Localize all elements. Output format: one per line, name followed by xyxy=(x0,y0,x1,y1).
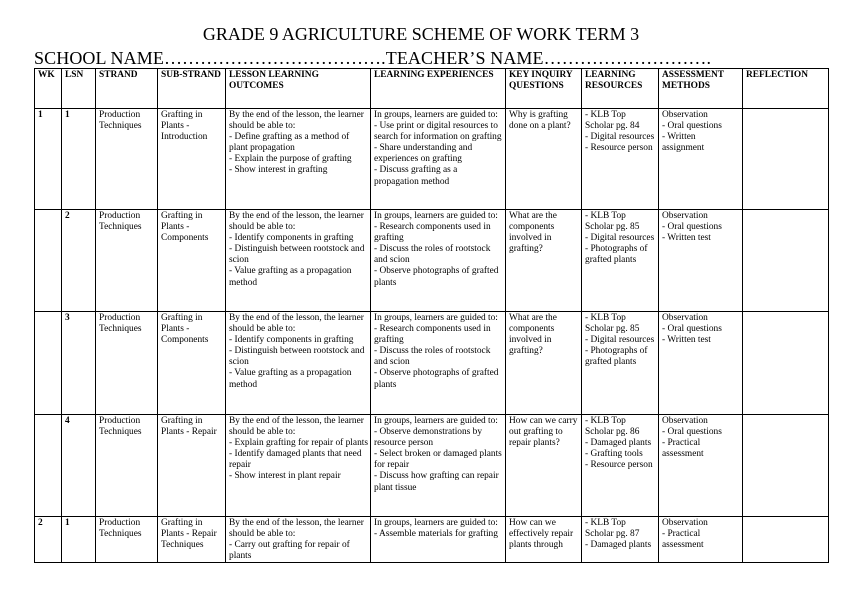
strand-cell: Production Techniques xyxy=(96,109,158,210)
column-header-resources: LEARNING RESOURCES xyxy=(582,69,659,109)
table-row xyxy=(35,517,829,563)
column-header-assessment: ASSESSMENT METHODS xyxy=(659,69,743,109)
sub-strand-cell: Grafting in Plants - Components xyxy=(158,210,226,312)
reflection-cell xyxy=(743,312,829,415)
resources-cell: - KLB Top Scholar pg. 86 - Damaged plants - Grafting tools - Resource person xyxy=(582,415,659,517)
sub-strand-cell: Grafting in Plants - Repair xyxy=(158,415,226,517)
experiences-cell: In groups, learners are guided to: - Assemble materials for grafting xyxy=(371,517,506,563)
strand-cell: Production Techniques xyxy=(96,415,158,517)
assessment-cell: Observation - Oral questions - Written test xyxy=(659,312,743,415)
column-header-strand: STRAND xyxy=(96,69,158,109)
column-header-week: WK xyxy=(35,69,62,109)
table-header-row xyxy=(35,69,829,109)
reflection-cell xyxy=(743,517,829,563)
reflection-cell xyxy=(743,210,829,312)
assessment-cell: Observation - Oral questions - Written test xyxy=(659,210,743,312)
strand-cell: Production Techniques xyxy=(96,312,158,415)
week-cell xyxy=(35,312,62,415)
lesson-cell: 2 xyxy=(62,210,96,312)
scheme-of-work-table xyxy=(34,68,829,563)
experiences-cell: In groups, learners are guided to: - Research components used in grafting - Discuss the roles of rootstock and scion - Observe photographs of grafted plants xyxy=(371,210,506,312)
inquiry-question-cell: How can we effectively repair plants through xyxy=(506,517,582,563)
reflection-cell xyxy=(743,109,829,210)
resources-cell: - KLB Top Scholar pg. 87 - Damaged plants xyxy=(582,517,659,563)
outcomes-cell: By the end of the lesson, the learner should be able to: - Explain grafting for repair of plants - Identify damaged plants that need repair - Show interest in plant repair xyxy=(226,415,371,517)
outcomes-cell: By the end of the lesson, the learner should be able to: - Identify components in grafting - Distinguish between rootstock and scion - Value grafting as a propagation method xyxy=(226,210,371,312)
inquiry-question-cell: How can we carry out grafting to repair plants? xyxy=(506,415,582,517)
assessment-cell: Observation - Oral questions - Written assignment xyxy=(659,109,743,210)
inquiry-question-cell: What are the components involved in grafting? xyxy=(506,312,582,415)
inquiry-question-cell: What are the components involved in grafting? xyxy=(506,210,582,312)
column-header-inquiry-questions: KEY INQUIRY QUESTIONS xyxy=(506,69,582,109)
outcomes-cell: By the end of the lesson, the learner should be able to: - Identify components in grafting - Distinguish between rootstock and scion - Value grafting as a propagation method xyxy=(226,312,371,415)
assessment-cell: Observation - Oral questions - Practical assessment xyxy=(659,415,743,517)
strand-cell: Production Techniques xyxy=(96,517,158,563)
column-header-outcomes: LESSON LEARNING OUTCOMES xyxy=(226,69,371,109)
school-teacher-line: SCHOOL NAME……………………………….TEACHER’S NAME………………………. xyxy=(34,48,712,68)
lesson-cell: 1 xyxy=(62,517,96,563)
table-row xyxy=(35,109,829,210)
assessment-cell: Observation - Practical assessment xyxy=(659,517,743,563)
experiences-cell: In groups, learners are guided to: - Research components used in grafting - Discuss the roles of rootstock and scion - Observe photographs of grafted plants xyxy=(371,312,506,415)
outcomes-cell: By the end of the lesson, the learner should be able to: - Carry out grafting for repair of plants xyxy=(226,517,371,563)
strand-cell: Production Techniques xyxy=(96,210,158,312)
experiences-cell: In groups, learners are guided to: - Observe demonstrations by resource person - Select broken or damaged plants for repair - Discuss how grafting can repair plant tissue xyxy=(371,415,506,517)
column-header-reflection: REFLECTION xyxy=(743,69,829,109)
sub-strand-cell: Grafting in Plants - Introduction xyxy=(158,109,226,210)
resources-cell: - KLB Top Scholar pg. 85 - Digital resources - Photographs of grafted plants xyxy=(582,210,659,312)
column-header-experiences: LEARNING EXPERIENCES xyxy=(371,69,506,109)
sub-strand-cell: Grafting in Plants - Repair Techniques xyxy=(158,517,226,563)
resources-cell: - KLB Top Scholar pg. 84 - Digital resources - Resource person xyxy=(582,109,659,210)
experiences-cell: In groups, learners are guided to: - Use print or digital resources to search for information on grafting - Share understanding and experiences on grafting - Discuss grafting as a propagation method xyxy=(371,109,506,210)
week-cell xyxy=(35,415,62,517)
sub-strand-cell: Grafting in Plants - Components xyxy=(158,312,226,415)
table-row xyxy=(35,415,829,517)
table-row xyxy=(35,210,829,312)
lesson-cell: 1 xyxy=(62,109,96,210)
lesson-cell: 4 xyxy=(62,415,96,517)
inquiry-question-cell: Why is grafting done on a plant? xyxy=(506,109,582,210)
column-header-lesson: LSN xyxy=(62,69,96,109)
lesson-cell: 3 xyxy=(62,312,96,415)
table-row xyxy=(35,312,829,415)
week-cell: 1 xyxy=(35,109,62,210)
column-header-sub-strand: SUB-STRAND xyxy=(158,69,226,109)
week-cell: 2 xyxy=(35,517,62,563)
week-cell xyxy=(35,210,62,312)
reflection-cell xyxy=(743,415,829,517)
outcomes-cell: By the end of the lesson, the learner should be able to: - Define grafting as a method of plant propagation - Explain the purpose of grafting - Show interest in grafting xyxy=(226,109,371,210)
document-title: GRADE 9 AGRICULTURE SCHEME OF WORK TERM 3 xyxy=(202,24,640,44)
resources-cell: - KLB Top Scholar pg. 85 - Digital resources - Photographs of grafted plants xyxy=(582,312,659,415)
